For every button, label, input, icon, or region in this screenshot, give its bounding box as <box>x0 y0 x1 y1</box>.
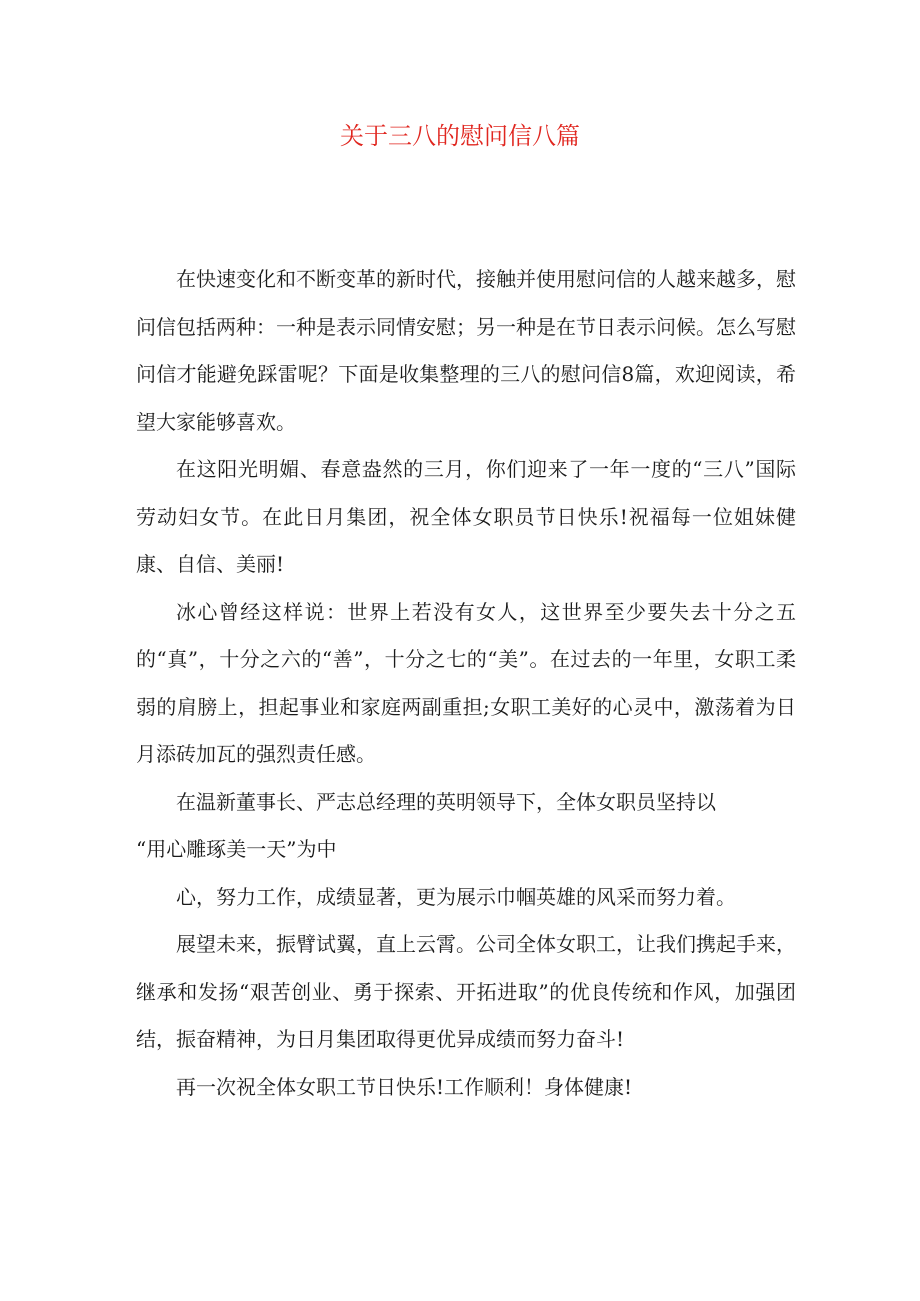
document-body <box>136 256 796 1111</box>
document-title: 关于三八的慰问信八篇 <box>340 122 580 150</box>
paragraph-outlook: 展望未来，振臂试翼，直上云霄。公司全体女职工，让我们携起手来，继承和发扬“艰苦创业、勇于探索、开拓进取”的优良传统和作风，加强团结，振奋精神，为日月集团取得更优异成绩而努力奋斗! <box>136 932 796 1051</box>
paragraph-quote: 冰心曾经这样说：世界上若没有女人，这世界至少要失去十分之五的“真”，十分之六的“善”，十分之七的“美”。在过去的一年里，女职工柔弱的肩膀上，担起事业和家庭两副重担;女职工美好的心灵中，激荡着为日月添砖加瓦的强烈责任感。 <box>136 599 796 766</box>
paragraph-effort: 心，努力工作，成绩显著，更为展示巾帼英雄的风采而努力着。 <box>176 884 736 909</box>
paragraph-leadership: 在温新董事长、严志总经理的英明领导下，全体女职员坚持以 <box>176 789 716 814</box>
paragraph-greeting: 在这阳光明媚、春意盎然的三月，你们迎来了一年一度的“三八”国际劳动妇女节。在此日月集团，祝全体女职员节日快乐!祝福每一位姐妹健康、自信、美丽! <box>136 457 796 576</box>
paragraph-motto: “用心雕琢美一天”为中 <box>136 837 337 861</box>
paragraph-closing: 再一次祝全体女职工节日快乐!工作顺利！身体健康! <box>176 1074 633 1099</box>
paragraph-intro: 在快速变化和不断变革的新时代，接触并使用慰问信的人越来越多，慰问信包括两种：一种是表示同情安慰；另一种是在节日表示问候。怎么写慰问信才能避免踩雷呢？下面是收集整理的三八的慰问信8篇，欢迎阅读，希望大家能够喜欢。 <box>136 267 796 434</box>
